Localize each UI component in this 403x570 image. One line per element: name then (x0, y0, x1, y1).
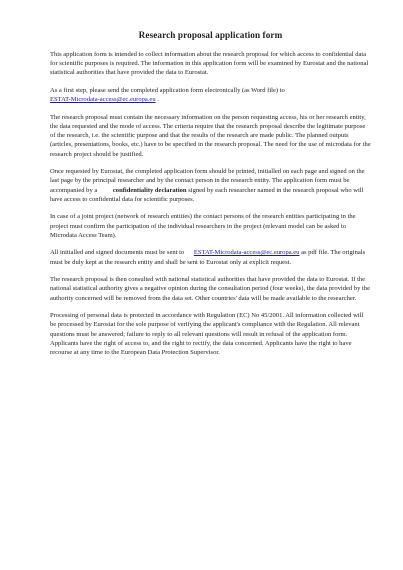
email-link-documents[interactable]: ESTAT-Microdata-access@ec.europa.eu (193, 249, 300, 257)
paragraph-data-protection: Processing of personal data is protected in accordance with Regulation (EC) No 45/2001. All information collected will be processed by Eurostat for the sole purpose of verifying the applicant's compliance with the Regulation. All relevant questions must be answered; failure to reply to all relevant questions will result in refusal of the application form. Applicants have the right of access to, and the right to rectify, the data concerned. Applicants have the right to have recourse at any time to the European Data Protection Supervisor. (50, 312, 364, 357)
paragraph-research-proposal: The research proposal must contain the necessary information on the person requesting access, his or her research entity, the data requested and the mode of access. The criteria require that the research proposal describe the legitimate purpose of the research, i.e. the scientific purpose and that the results of the research are made public. The planned outputs (articles, presentations, books, etc.) have to be specified in the research proposal. The need for the use of microdata for the research project should be justified. (50, 113, 371, 158)
paragraph-send-documents-text: All initialled and signed documents must be sent to (50, 249, 185, 257)
paragraph-signing (50, 167, 371, 204)
page-title: Research proposal application form (138, 30, 283, 40)
paragraph-first-step-text: As a first step, please send the completed application form electronically (as Word file) to (50, 87, 285, 94)
paragraph-signing-text: Once requested by Eurostat, the completed application form should be printed, initialled on each page and signed on the last page by the principal researcher and by the contact person in the research entity. The application form must be accompanied by a (50, 168, 365, 194)
paragraph-joint-project: In case of a joint project (network of research entities) the contact persons of the research entities participating in the project must confirm the participation of the individual researchers in the project (relevant model can be asked to Microdata Access Team). (50, 213, 356, 239)
paragraph-first-step (50, 86, 371, 104)
email-link[interactable]: ESTAT-Microdata-access@ec.europa.eu (50, 96, 156, 104)
paragraph-send-documents (50, 248, 371, 266)
paragraph-signing-end: signed by each researcher named in the research proposal who will have access to confidential data for scientific purposes. (50, 186, 364, 203)
paragraph-consultation: The research proposal is then consulted with national statistical authorities that have provided the data to Eurostat. If the national statistical authority gives a negative opinion during the consultation period (four weeks), the data provided by the authority concerned will be removed from the data set. Other countries' data will be made available to the researcher. (50, 276, 370, 302)
paragraph-intro: This application form is intended to collect information about the research proposal for which access to confidential data for scientific purposes is required. The information in this application form will be examined by Eurostat and the national statistical authorities that have provided the data to Eurostat. (50, 51, 369, 77)
paragraph-first-step-end: . (157, 96, 159, 104)
confidentiality-declaration-term: confidentiality declaration (112, 186, 187, 194)
paragraph-send-documents-end: as pdf file. The originals must be duly kept at the research entity and shall be sent to Eurostat only at explicit request. (50, 249, 366, 266)
